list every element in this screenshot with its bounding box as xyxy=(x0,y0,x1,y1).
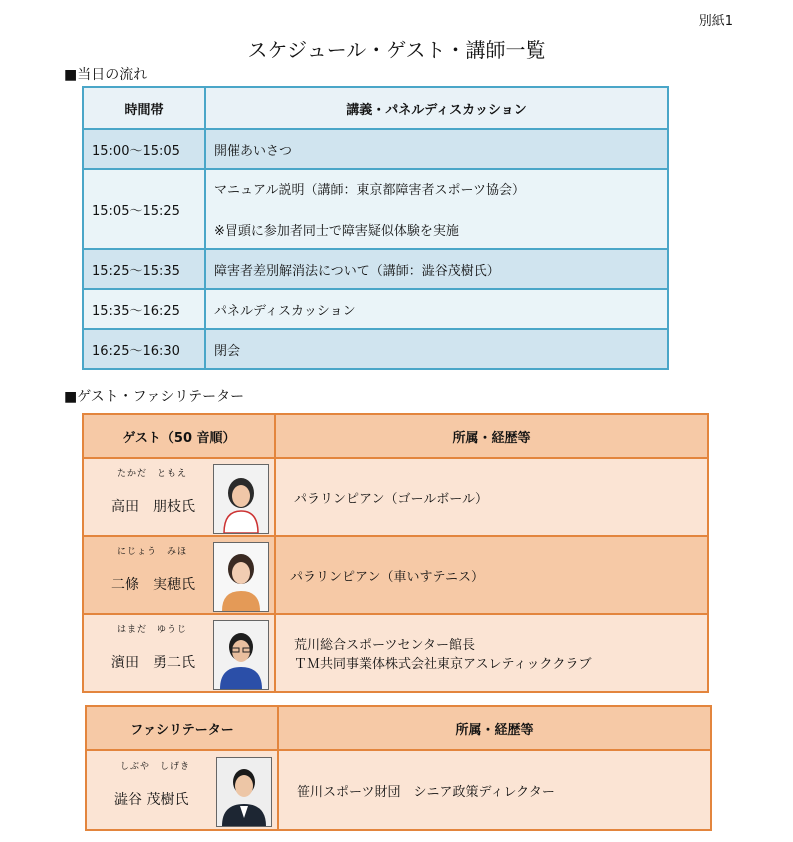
guest-photo xyxy=(213,620,269,690)
table-row xyxy=(83,289,668,329)
schedule-content: パネルディスカッション xyxy=(205,289,668,329)
table-row xyxy=(83,536,708,614)
guest-person-cell xyxy=(83,536,275,614)
guest-photo xyxy=(213,542,269,612)
facilitator-ruby: しぶや しげき xyxy=(120,762,191,772)
guest-aff-cell xyxy=(275,536,708,614)
guest-aff-cell xyxy=(275,614,708,692)
guest-aff: パラリンピアン（ゴールボール） xyxy=(294,491,488,507)
guest-name: 高田 朋枝氏 xyxy=(111,499,195,515)
table-row xyxy=(86,750,711,830)
schedule-header-time: 時間帯 xyxy=(83,87,205,129)
facilitator-header-aff: 所属・経歴等 xyxy=(278,706,711,750)
guest-name: 濱田 勇二氏 xyxy=(111,655,195,671)
page-title: スケジュール・ゲスト・講師一覧 xyxy=(247,38,546,62)
guest-person-cell xyxy=(83,614,275,692)
table-row xyxy=(83,249,668,289)
guest-header-name: ゲスト（50 音順） xyxy=(83,414,275,458)
guest-photo xyxy=(213,464,269,534)
schedule-time: 15:00～15:05 xyxy=(83,129,205,169)
schedule-content: 閉会 xyxy=(205,329,668,369)
facilitator-header-name: ファシリテーター xyxy=(86,706,278,750)
guest-ruby: にじょう みほ xyxy=(117,547,188,557)
schedule-note: ※冒頭に参加者同士で障害疑似体験を実施 xyxy=(214,224,459,239)
schedule-time: 16:25～16:30 xyxy=(83,329,205,369)
guest-section-title: ■ゲスト・ファシリテーター xyxy=(64,389,245,405)
guest-ruby: はまだ ゆうじ xyxy=(117,625,188,635)
table-row xyxy=(83,614,708,692)
schedule-content: 障害者差別解消法について（講師：澁谷茂樹氏） xyxy=(205,249,668,289)
schedule-time: 15:25～15:35 xyxy=(83,249,205,289)
schedule-content: 開催あいさつ xyxy=(205,129,668,169)
table-row xyxy=(83,458,708,536)
facilitator-aff-cell xyxy=(278,750,711,830)
schedule-content: マニュアル説明（講師：東京都障害者スポーツ協会） xyxy=(214,183,525,198)
appendix-label: 別紙1 xyxy=(698,14,733,29)
schedule-table xyxy=(82,86,669,370)
facilitator-table xyxy=(85,705,712,831)
guest-person-cell xyxy=(83,458,275,536)
guest-aff: ＴＭ共同事業体株式会社東京アスレティッククラブ xyxy=(294,657,592,672)
schedule-header-content: 講義・パネルディスカッション xyxy=(205,87,668,129)
guest-aff: パラリンピアン（車いすテニス） xyxy=(290,569,484,585)
schedule-content-cell xyxy=(205,169,668,249)
schedule-time: 15:35～16:25 xyxy=(83,289,205,329)
table-row xyxy=(83,329,668,369)
guest-header-aff: 所属・経歴等 xyxy=(275,414,708,458)
facilitator-aff: 笹川スポーツ財団 シニア政策ディレクター xyxy=(297,784,555,800)
facilitator-photo xyxy=(216,757,272,827)
guest-aff-cell xyxy=(275,458,708,536)
table-row xyxy=(83,169,668,249)
schedule-time: 15:05～15:25 xyxy=(83,169,205,249)
facilitator-person-cell xyxy=(86,750,278,830)
guest-table xyxy=(82,413,709,693)
guest-name: 二條 実穂氏 xyxy=(111,577,195,593)
guest-aff: 荒川総合スポーツセンター館長 xyxy=(294,638,475,653)
facilitator-name: 澁谷 茂樹氏 xyxy=(114,792,189,808)
table-row xyxy=(83,129,668,169)
guest-ruby: たかだ ともえ xyxy=(117,469,188,479)
schedule-section-title: ■当日の流れ xyxy=(64,67,148,83)
